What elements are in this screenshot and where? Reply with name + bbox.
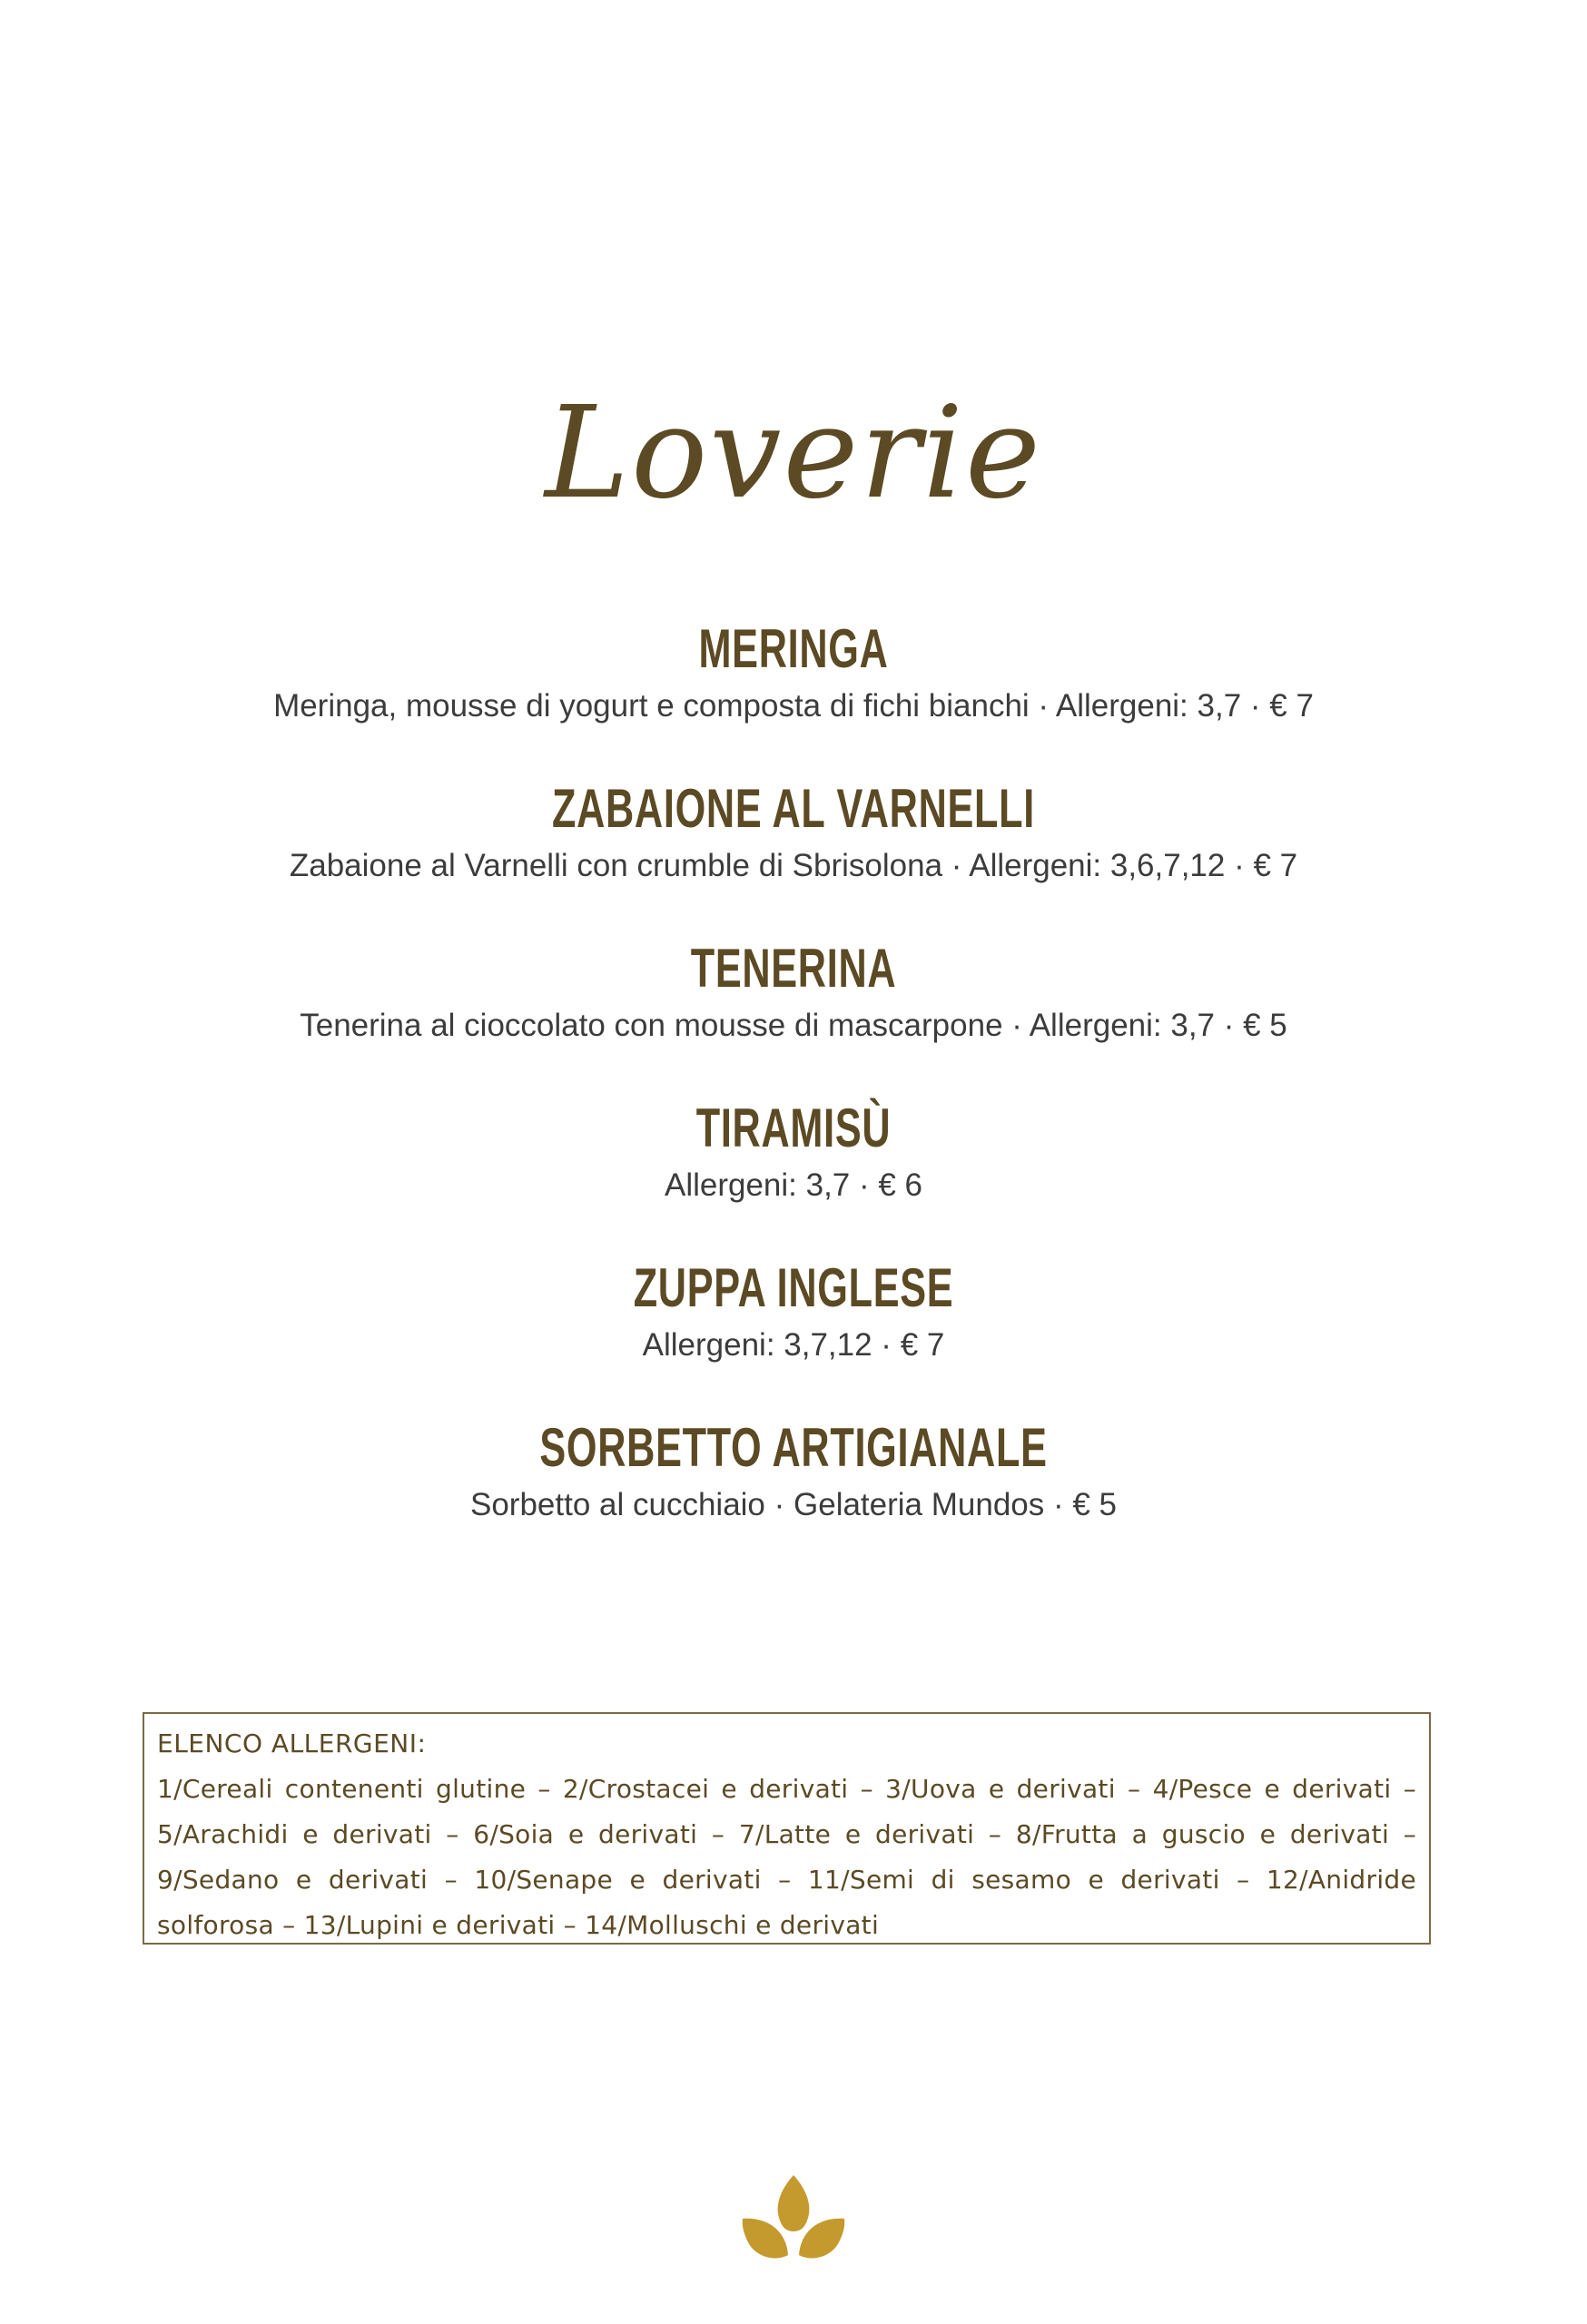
menu-item-name: ZUPPA INGLESE xyxy=(633,1257,954,1318)
menu-item xyxy=(0,1097,1587,1206)
menu-item xyxy=(0,1416,1587,1525)
menu-item-name: TIRAMISÙ xyxy=(695,1098,892,1158)
menu-item-name: ZABAIONE AL VARNELLI xyxy=(551,778,1035,839)
menu-item xyxy=(0,1256,1587,1365)
allergen-legend-title: ELENCO ALLERGENI: xyxy=(157,1728,427,1758)
menu-item-description: Tenerina al cioccolato con mousse di mascarpone · Allergeni: 3,7 · € 5 xyxy=(300,1008,1287,1043)
allergen-legend-text: 1/Cereali contenenti glutine – 2/Crostacei e derivati – 3/Uova e derivati – 4/Pesce e derivati – 5/Arachidi e derivati – 6/Soia e derivati – 7/Latte e derivati – 8/Frutta a guscio e derivati – 9/Sedano e derivati – 10/Senape e derivati – 11/Semi di sesamo e derivati – 12/Anidride solforosa – 13/Lupini e derivati – 14/Molluschi e derivati xyxy=(157,1774,1416,1940)
menu-item-description: Zabaione al Varnelli con crumble di Sbrisolona · Allergeni: 3,6,7,12 · € 7 xyxy=(289,848,1298,883)
leaf-logo-icon xyxy=(739,2173,848,2273)
menu-item xyxy=(0,777,1587,886)
menu-item-description: Meringa, mousse di yogurt e composta di fichi bianchi · Allergeni: 3,7 · € 7 xyxy=(273,688,1314,724)
menu-item-description: Allergeni: 3,7 · € 6 xyxy=(664,1167,923,1203)
menu-item-description: Sorbetto al cucchiaio · Gelateria Mundos · € 5 xyxy=(469,1487,1118,1522)
menu-item-name: MERINGA xyxy=(698,618,889,679)
menu-item-name: TENERINA xyxy=(690,938,897,999)
menu-item-description: Allergeni: 3,7,12 · € 7 xyxy=(642,1327,945,1363)
menu-item xyxy=(0,937,1587,1046)
menu-item xyxy=(0,617,1587,726)
menu-item-name: SORBETTO ARTIGIANALE xyxy=(539,1417,1048,1478)
allergen-legend-box xyxy=(143,1712,1431,1945)
section-title: Loverie xyxy=(545,379,1042,527)
